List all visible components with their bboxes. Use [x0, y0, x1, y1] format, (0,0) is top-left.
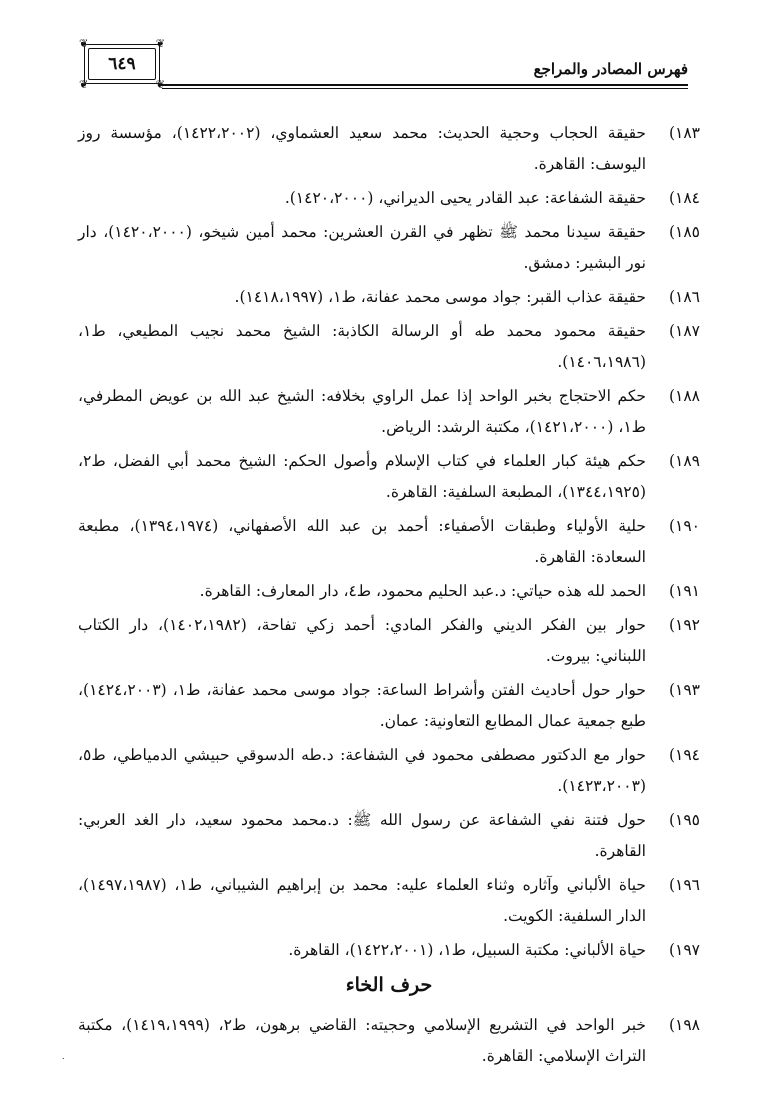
footer-mark: .	[62, 1052, 65, 1061]
entry-number: ١٩٧)	[668, 941, 700, 959]
entry-number: ١٨٩)	[668, 452, 700, 470]
bibliography-entry	[78, 870, 700, 932]
bibliography-entry	[78, 316, 700, 378]
entry-number: ١٨٦)	[668, 288, 700, 306]
entry-text: حلية الأولياء وطبقات الأصفياء: أحمد بن عبد الله الأصفهاني، (١٣٩٤،١٩٧٤)، مطبعة السعادة: القاهرة.	[78, 517, 646, 566]
entry-text: حقيقة محمود محمد طه أو الرسالة الكاذبة: الشيخ محمد نجيب المطيعي، ط١، (١٤٠٦،١٩٨٦).	[78, 322, 646, 371]
entry-number: ١٩٦)	[668, 876, 700, 894]
entries-group-ha	[78, 118, 700, 966]
bibliography-entry	[78, 217, 700, 279]
corner-ornament-icon: ❦	[79, 37, 89, 50]
corner-ornament-icon: ❦	[79, 78, 89, 91]
entry-number: ١٩٨)	[668, 1016, 700, 1034]
corner-ornament-icon: ❦	[155, 37, 165, 50]
entry-text: حقيقة الحجاب وحجية الحديث: محمد سعيد العشماوي، (١٤٢٢،٢٠٠٢)، مؤسسة روز اليوسف: القاهرة.	[78, 124, 646, 173]
page-number-frame	[79, 37, 165, 91]
bibliography-entry	[78, 446, 700, 508]
entry-text: حوار حول أحاديث الفتن وأشراط الساعة: جواد موسى محمد عفانة، ط١، (١٤٢٤،٢٠٠٣)، طبع جمعية عمال المطابع التعاونية: عمان.	[78, 681, 646, 730]
entry-text: حقيقة الشفاعة: عبد القادر يحيى الديراني، (١٤٢٠،٢٠٠٠).	[284, 189, 646, 207]
page-header	[70, 38, 688, 92]
entry-text: حياة الألباني: مكتبة السبيل، ط١، (١٤٢٢،٢٠٠١)، القاهرة.	[288, 941, 646, 959]
bibliography-entry	[78, 935, 700, 966]
entry-text: حول فتنة نفي الشفاعة عن رسول الله ﷺ: د.محمد محمود سعيد، دار الغد العربي: القاهرة.	[78, 811, 646, 860]
entry-number: ١٨٥)	[668, 223, 700, 241]
bibliography-entry	[78, 805, 700, 867]
header-rule-thin	[162, 88, 688, 89]
section-heading: حرف الخاء	[345, 974, 433, 996]
entry-number: ١٩٥)	[668, 811, 700, 829]
bibliography-entry	[78, 183, 700, 214]
bibliography-entry	[78, 610, 700, 672]
corner-ornament-icon: ❦	[155, 78, 165, 91]
bibliography-entry	[78, 511, 700, 573]
bibliography-list	[78, 118, 700, 1075]
entry-text: حياة الألباني وآثاره وثناء العلماء عليه: محمد بن إبراهيم الشيباني، ط١، (١٤٩٧،١٩٨٧)، الدار السلفية: الكويت.	[78, 876, 646, 925]
entry-text: حقيقة عذاب القبر: جواد موسى محمد عفانة، ط١، (١٤١٨،١٩٩٧).	[234, 288, 646, 306]
entry-number: ١٨٤)	[668, 189, 700, 207]
entry-number: ١٩٣)	[668, 681, 700, 699]
entry-number: ١٩٠)	[668, 517, 700, 535]
bibliography-entry	[78, 381, 700, 443]
entries-group-kha	[78, 1010, 700, 1072]
entry-text: حكم هيئة كبار العلماء في كتاب الإسلام وأصول الحكم: الشيخ محمد أبي الفضل، ط٢، (١٣٤٤،١٩٢٥)، المطبعة السلفية: القاهرة.	[78, 452, 646, 501]
entry-text: خبر الواحد في التشريع الإسلامي وحجيته: القاضي برهون، ط٢، (١٤١٩،١٩٩٩)، مكتبة التراث الإسلامي: القاهرة.	[78, 1016, 646, 1065]
bibliography-entry	[78, 675, 700, 737]
entry-number: ١٨٨)	[668, 387, 700, 405]
entry-number: ١٨٣)	[668, 124, 700, 142]
entry-number: ١٨٧)	[668, 322, 700, 340]
entry-text: حوار بين الفكر الديني والفكر المادي: أحمد زكي تفاحة، (١٤٠٢،١٩٨٢)، دار الكتاب اللبناني: بيروت.	[78, 616, 646, 665]
entry-text: الحمد لله هذه حياتي: د.عبد الحليم محمود، ط٤، دار المعارف: القاهرة.	[199, 582, 646, 600]
bibliography-entry	[78, 576, 700, 607]
entry-text: حكم الاحتجاج بخبر الواحد إذا عمل الراوي بخلافه: الشيخ عبد الله بن عويض المطرفي، ط١، (١٤٢١،٢٠٠٠)، مكتبة الرشد: الرياض.	[78, 387, 646, 436]
entry-number: ١٩٤)	[668, 746, 700, 764]
bibliography-entry	[78, 740, 700, 802]
bibliography-entry	[78, 1010, 700, 1072]
entry-text: حقيقة سيدنا محمد ﷺ تظهر في القرن العشرين: محمد أمين شيخو، (١٤٢٠،٢٠٠٠)، دار نور البشير: دمشق.	[78, 223, 647, 272]
entry-number: ١٩١)	[668, 582, 700, 600]
header-rule	[162, 84, 688, 86]
bibliography-entry	[78, 282, 700, 313]
entry-number: ١٩٢)	[668, 616, 700, 634]
page-number: ٦٤٩	[108, 54, 136, 74]
entry-text: حوار مع الدكتور مصطفى محمود في الشفاعة: د.طه الدسوقي حبيشي الدمياطي، ط٥، (١٤٢٣،٢٠٠٣).	[78, 746, 646, 795]
bibliography-entry	[78, 118, 700, 180]
running-title: فهرس المصادر والمراجع	[533, 60, 688, 78]
